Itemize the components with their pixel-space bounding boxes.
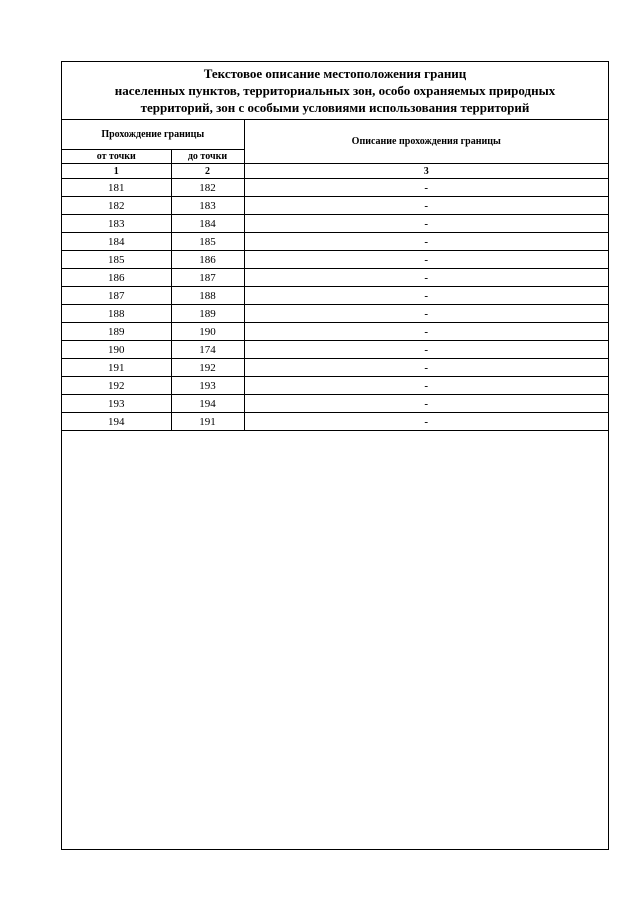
header-from-point: от точки: [62, 150, 171, 164]
table-row: [62, 359, 608, 377]
cell-from-point: 190: [62, 341, 171, 359]
cell-from-point: 188: [62, 305, 171, 323]
document-frame: [61, 61, 609, 850]
cell-to-point: 189: [171, 305, 244, 323]
cell-from-point: 186: [62, 269, 171, 287]
cell-to-point: 186: [171, 251, 244, 269]
cell-to-point: 185: [171, 233, 244, 251]
cell-description: -: [244, 179, 608, 197]
cell-from-point: 191: [62, 359, 171, 377]
table-row: [62, 341, 608, 359]
cell-description: -: [244, 197, 608, 215]
cell-to-point: 193: [171, 377, 244, 395]
cell-to-point: 184: [171, 215, 244, 233]
table-row: [62, 215, 608, 233]
cell-description: -: [244, 395, 608, 413]
header-to-point: до точки: [171, 150, 244, 164]
boundary-table: [62, 119, 608, 431]
cell-from-point: 193: [62, 395, 171, 413]
cell-from-point: 189: [62, 323, 171, 341]
table-row: [62, 323, 608, 341]
cell-to-point: 190: [171, 323, 244, 341]
cell-from-point: 194: [62, 413, 171, 431]
table-row: [62, 197, 608, 215]
table-row: [62, 233, 608, 251]
document-title: [62, 62, 608, 119]
column-index-2: 2: [171, 164, 244, 179]
table-row: [62, 287, 608, 305]
cell-to-point: 188: [171, 287, 244, 305]
header-boundary-passage: Прохождение границы: [62, 120, 244, 150]
cell-to-point: 187: [171, 269, 244, 287]
cell-description: -: [244, 215, 608, 233]
cell-to-point: 191: [171, 413, 244, 431]
cell-from-point: 183: [62, 215, 171, 233]
table-row: [62, 377, 608, 395]
table-row: [62, 305, 608, 323]
cell-from-point: 192: [62, 377, 171, 395]
cell-from-point: 184: [62, 233, 171, 251]
cell-description: -: [244, 323, 608, 341]
cell-from-point: 182: [62, 197, 171, 215]
cell-to-point: 182: [171, 179, 244, 197]
cell-from-point: 181: [62, 179, 171, 197]
table-body: [62, 164, 608, 431]
cell-to-point: 194: [171, 395, 244, 413]
header-description: Описание прохождения границы: [244, 120, 608, 164]
cell-from-point: 185: [62, 251, 171, 269]
cell-description: -: [244, 305, 608, 323]
cell-description: -: [244, 359, 608, 377]
cell-description: -: [244, 233, 608, 251]
table-row: [62, 413, 608, 431]
title-line-3: территорий, зон с особыми условиями использования территорий: [140, 100, 530, 115]
table-row: [62, 179, 608, 197]
column-index-3: 3: [244, 164, 608, 179]
table-row: [62, 269, 608, 287]
cell-description: -: [244, 377, 608, 395]
title-line-2: населенных пунктов, территориальных зон, особо охраняемых природных: [114, 83, 556, 98]
title-line-1: Текстовое описание местоположения границ: [203, 66, 467, 81]
cell-description: -: [244, 341, 608, 359]
column-index-row: [62, 164, 608, 179]
cell-description: -: [244, 251, 608, 269]
cell-from-point: 187: [62, 287, 171, 305]
cell-to-point: 174: [171, 341, 244, 359]
table-row: [62, 395, 608, 413]
column-index-1: 1: [62, 164, 171, 179]
cell-description: -: [244, 269, 608, 287]
table-row: [62, 251, 608, 269]
cell-description: -: [244, 413, 608, 431]
cell-to-point: 192: [171, 359, 244, 377]
cell-description: -: [244, 287, 608, 305]
cell-to-point: 183: [171, 197, 244, 215]
